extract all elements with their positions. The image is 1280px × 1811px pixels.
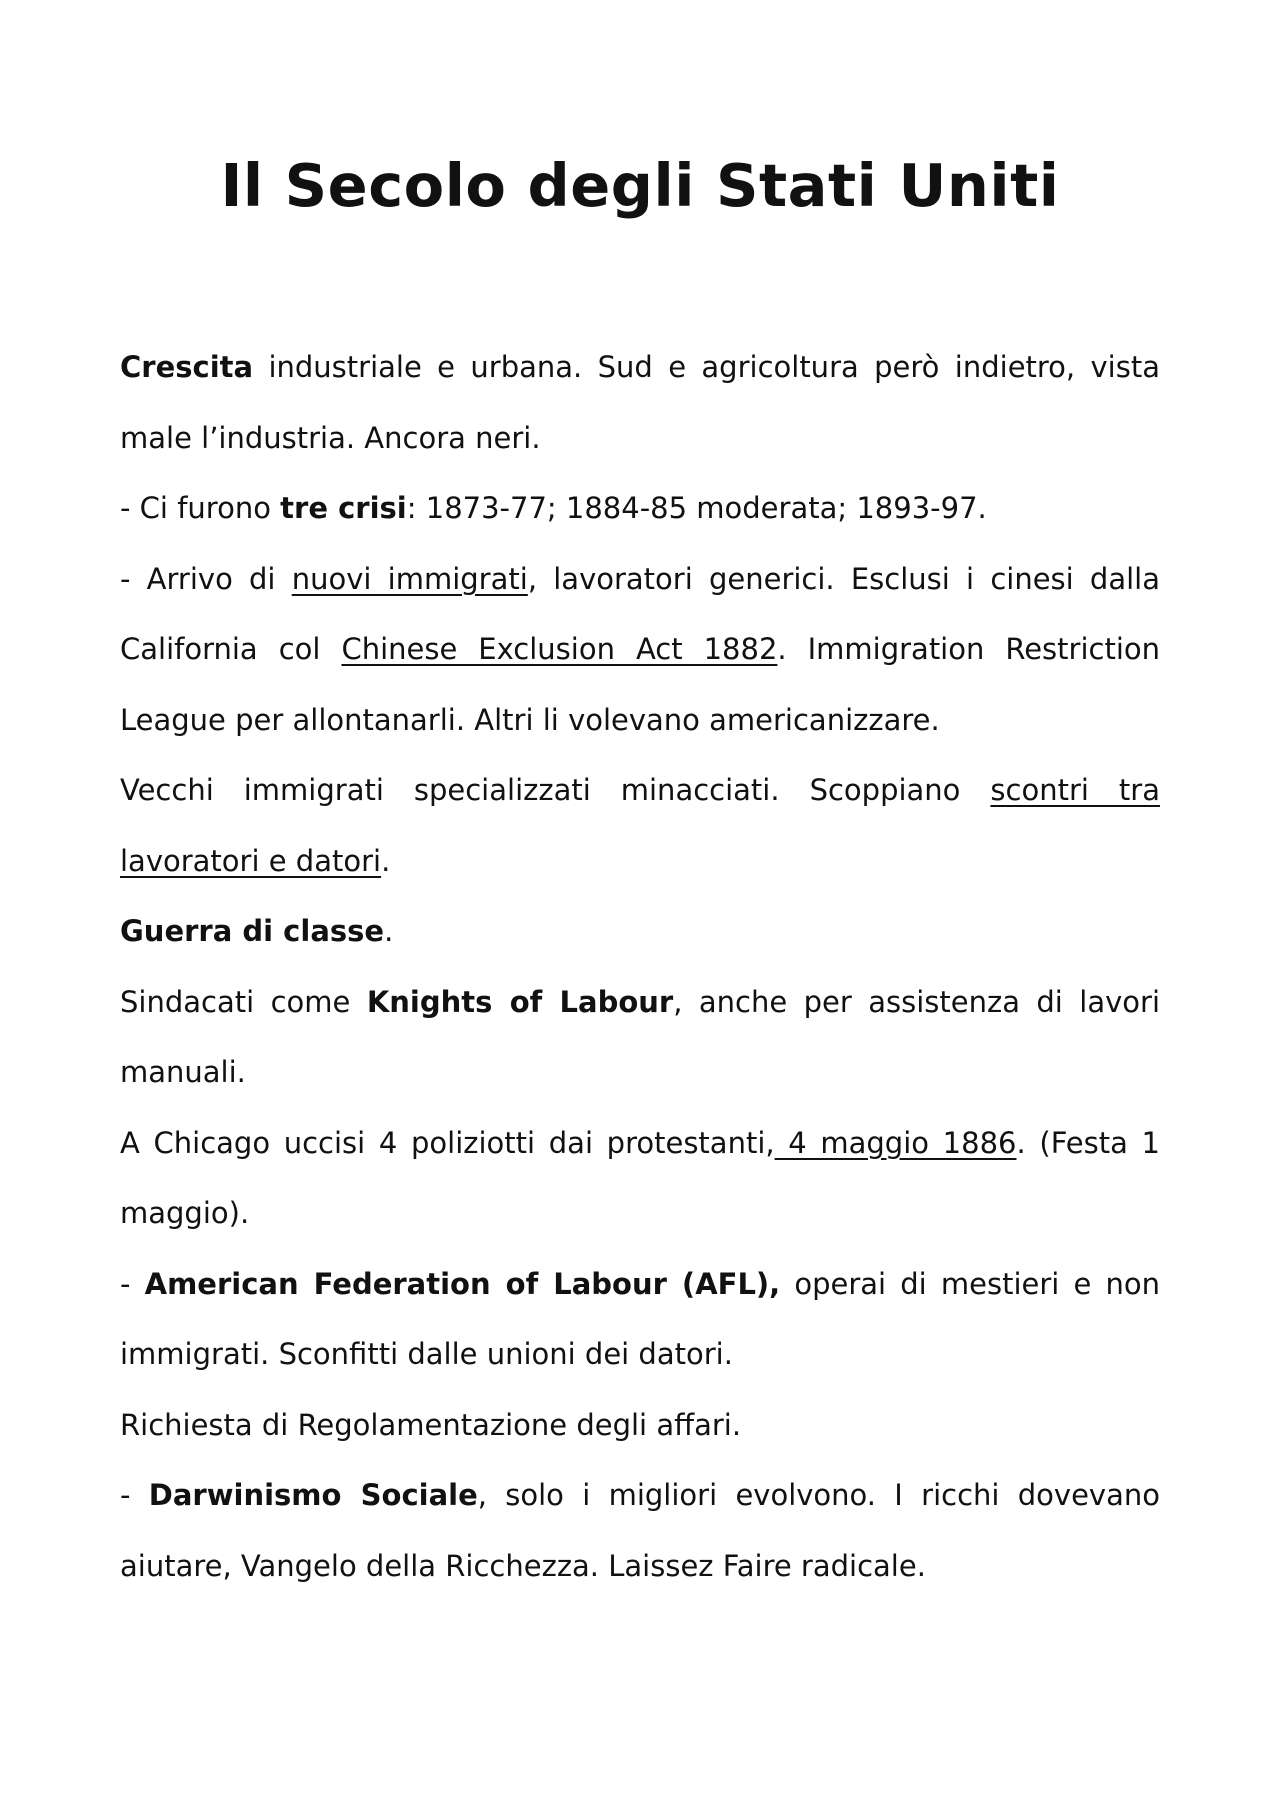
underlined-term: nuovi immigrati: [291, 561, 528, 596]
paragraph-text: , anche per assistenza di lavori manuali.: [120, 984, 1161, 1089]
page-title: Il Secolo degli Stati Uniti: [220, 151, 1060, 220]
paragraph-text: - Ci furono: [120, 491, 281, 525]
bold-term: Crescita: [120, 350, 254, 384]
paragraph-text: Richiesta di Regolamentazione degli affari.: [120, 1407, 742, 1442]
underlined-term: scontri tra lavoratori e datori: [120, 773, 1161, 878]
paragraph-guerra-di-classe: [120, 896, 1160, 967]
bold-term: Guerra di classe: [120, 914, 385, 948]
paragraph-text: .: [381, 843, 391, 878]
paragraph-regolamentazione: [120, 1390, 1160, 1461]
paragraph-text: -: [120, 1478, 149, 1512]
paragraph-text: - Arrivo di: [120, 561, 292, 596]
paragraph-text: , solo i migliori evolvono. I ricchi dovevano aiutare, Vangelo della Ricchezza. Laissez Faire radicale.: [120, 1478, 1160, 1583]
bold-term: tre crisi: [280, 491, 407, 525]
document-body: [120, 332, 1160, 1601]
paragraph-sindacati: [120, 967, 1160, 1108]
bold-term: American Federation of Labour (AFL),: [144, 1266, 781, 1301]
paragraph-text: industriale e urbana. Sud e agricoltura però indietro, vista male l’industria. Ancora neri.: [120, 350, 1160, 455]
paragraph-text: A Chicago uccisi 4 poliziotti dai protestanti,: [120, 1125, 775, 1160]
paragraph-text: . Immigration Restriction League per allontanarli. Altri li volevano americanizzare.: [120, 632, 1161, 737]
paragraph-text: Sindacati come: [120, 984, 367, 1019]
paragraph-tre-crisi: [120, 473, 1160, 544]
paragraph-text: Vecchi immigrati specializzati minacciati. Scoppiano: [120, 773, 991, 807]
underlined-term: 4 maggio 1886: [774, 1125, 1017, 1160]
paragraph-vecchi-immigrati: [120, 755, 1160, 896]
paragraph-immigrati: [120, 544, 1160, 756]
paragraph-text: , lavoratori generici. Esclusi i cinesi dalla California col: [120, 561, 1160, 666]
paragraph-darwinismo: [120, 1460, 1160, 1601]
underlined-term: Chinese Exclusion Act 1882: [341, 632, 778, 666]
paragraph-text: .: [384, 914, 394, 948]
paragraph-afl: [120, 1249, 1160, 1390]
paragraph-chicago: [120, 1108, 1160, 1249]
paragraph-text: . (Festa 1 maggio).: [120, 1125, 1161, 1230]
paragraph-text: operai di mestieri e non immigrati. Sconfitti dalle unioni dei datori.: [120, 1266, 1160, 1371]
bold-term: Darwinismo Sociale: [148, 1478, 478, 1512]
paragraph-text: : 1873-77; 1884-85 moderata; 1893-97.: [406, 491, 987, 525]
paragraph-crescita: [120, 332, 1160, 473]
paragraph-text: -: [120, 1266, 145, 1301]
bold-term: Knights of Labour: [366, 984, 674, 1019]
